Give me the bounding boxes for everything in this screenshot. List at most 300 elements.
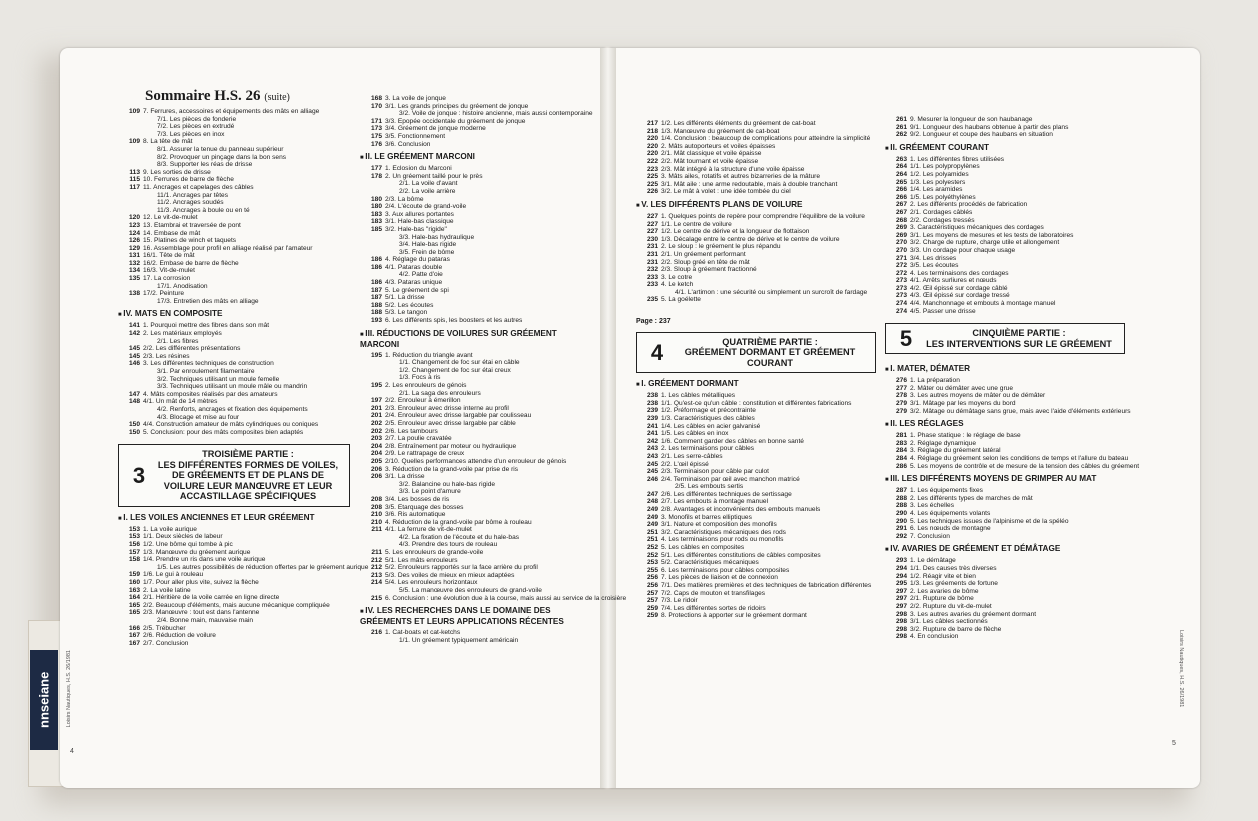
toc-page-number: 281 xyxy=(895,432,907,440)
toc-page-number: 211 xyxy=(371,549,382,557)
toc-entry xyxy=(360,488,585,496)
toc-entry-text: 3/4. Gréement de jonque moderne xyxy=(385,125,486,133)
toc-entry xyxy=(360,125,585,133)
toc-page-number: 117 xyxy=(129,183,140,191)
section-heading: ■ II. LES RÉGLAGES xyxy=(885,419,1125,430)
toc-entry-text: 5/2. Enrouleurs rapportés sur la face arrière du profil xyxy=(385,564,538,572)
toc-entry xyxy=(118,108,350,116)
toc-entry-text: 1/1. Deux siècles de labeur xyxy=(143,533,223,541)
toc-entry xyxy=(636,243,876,251)
toc-page-number: 243 xyxy=(646,452,658,460)
toc-page-number: 242 xyxy=(646,437,658,445)
toc-page-number: 257 xyxy=(646,597,658,605)
toc-entry-text: 3/5. Les écoutes xyxy=(910,262,959,270)
toc-entry-text: 2/1. Héritière de la voile carrée en ligne directe xyxy=(143,594,280,602)
toc-page-number: 288 xyxy=(895,502,907,510)
toc-page-number: 166 xyxy=(128,624,140,632)
toc-entry-text: 1/3. Manœuvre du gréement aurique xyxy=(143,548,251,556)
toc-page-number xyxy=(118,283,143,291)
toc-page-number: 259 xyxy=(646,604,658,612)
toc-entry xyxy=(118,260,350,268)
toc-entry-text: 4/3. Blocage et mise au four xyxy=(157,413,240,421)
toc-entry-text: 3/1. Les grands principes du gréement de jonque xyxy=(385,102,529,110)
toc-entry xyxy=(885,626,1125,634)
toc-page-number: 158 xyxy=(128,556,140,564)
toc-page-number: 252 xyxy=(646,551,658,559)
toc-entry-text: 1/4. Les aramides xyxy=(910,186,963,194)
toc-entry xyxy=(885,518,1125,526)
toc-entry xyxy=(636,582,876,590)
toc-page-number: 210 xyxy=(370,511,382,519)
toc-entry-text: 2/7. La poulie cravatée xyxy=(385,435,452,443)
toc-entry xyxy=(885,194,1125,202)
toc-entry xyxy=(360,382,585,390)
toc-entry xyxy=(636,213,876,221)
toc-entry-text: 11/2. Ancrages soudés xyxy=(157,199,224,207)
toc-entry-text: 4/1. Arrêts surliures et nœuds xyxy=(910,277,997,285)
toc-page-number xyxy=(360,637,385,645)
toc-entry xyxy=(636,552,876,560)
toc-entry xyxy=(636,415,876,423)
toc-entry xyxy=(885,285,1125,293)
toc-entry xyxy=(360,390,585,398)
toc-entry-text: 11/1. Ancrages par têtes xyxy=(157,191,228,199)
toc-entry xyxy=(360,594,627,603)
toc-entry-text: 2/3. La bôme xyxy=(385,195,424,203)
part-title xyxy=(671,337,869,369)
toc-page-number: 195 xyxy=(370,382,382,389)
toc-entry-text: 3. Caractéristiques mécaniques des cordages xyxy=(910,224,1044,232)
toc-entry-text: 4/1. L'artimon : une sécurité ou simplement un surcroît de fardage xyxy=(675,288,868,296)
toc-entry-text: 2/3. Sloup à gréement fractionné xyxy=(661,266,757,274)
toc-entry xyxy=(636,430,876,438)
toc-entry xyxy=(118,192,350,200)
toc-entry-text: 2/4. Enrouleur avec drisse largable par coulisseau xyxy=(385,412,532,420)
toc-entry xyxy=(885,377,1125,385)
toc-entry xyxy=(360,443,585,451)
part-title xyxy=(153,449,343,502)
toc-entry-text: 1/6. Le gui à rouleau xyxy=(143,571,204,579)
toc-entry-text: 9/1. Longueur des haubans obtenue à partir des plans xyxy=(910,123,1069,131)
toc-entry xyxy=(118,640,350,648)
toc-entry xyxy=(360,526,585,534)
toc-page-number: 186 xyxy=(370,263,382,271)
toc-entry xyxy=(118,237,350,245)
toc-entry xyxy=(636,445,876,453)
toc-entry-text: 5. Les moyens de contrôle et de mesure de la tension des câbles du gréement xyxy=(910,462,1140,470)
toc-entry xyxy=(360,173,585,181)
toc-page-number xyxy=(360,541,385,549)
toc-page-number: 273 xyxy=(895,284,907,292)
toc-page-number: 153 xyxy=(128,533,140,541)
toc-entry xyxy=(885,255,1125,263)
part-heading: TROISIÈME PARTIE : xyxy=(202,449,294,460)
toc-entry-text: 7. Les pièces de liaison et de connexion xyxy=(661,574,778,582)
toc-entry-text: 3/1. La drisse xyxy=(385,473,425,481)
toc-entry xyxy=(118,176,350,184)
section-heading: ■ III. RÉDUCTIONS DE VOILURES SUR GRÉEMENT MARCONI xyxy=(360,329,585,350)
toc-entry xyxy=(636,274,876,282)
toc-page-number: 292 xyxy=(895,532,907,540)
toc-entry-text: 5. Les câbles en composites xyxy=(661,544,745,552)
toc-page-number xyxy=(118,376,143,384)
toc-entry xyxy=(360,549,585,557)
toc-entry-text: 3/5. Fonctionnement xyxy=(385,132,446,140)
toc-entry-text: 7. Ferrures, accessoires et équipements des mâts en alliage xyxy=(143,108,320,115)
toc-entry-text: 5. Les techniques issues de l'alpinisme et de la spéléo xyxy=(910,517,1069,525)
toc-entry xyxy=(360,428,585,436)
toc-entry xyxy=(885,308,1125,316)
toc-page-number: 249 xyxy=(646,521,658,529)
toc-entry-text: 4/5. Passer une drisse xyxy=(910,307,976,315)
toc-entry xyxy=(360,264,585,272)
toc-entry xyxy=(636,158,876,166)
toc-entry-text: 1/5. Les câbles en inox xyxy=(661,430,729,438)
toc-page-number: 183 xyxy=(370,218,382,226)
toc-entry-text: 4/2. Œil épissé sur cordage câblé xyxy=(910,284,1008,292)
toc-page-number: 202 xyxy=(370,419,382,427)
toc-entry-text: 3/2. Voile de jonque : histoire ancienne, mais aussi contemporaine xyxy=(399,110,593,118)
toc-entry-text: 6. Les nœuds de montagne xyxy=(910,525,991,533)
toc-page-number: 146 xyxy=(128,360,140,368)
toc-entry-text: 3/2. Charge de rupture, charge utile et allongement xyxy=(910,239,1060,247)
toc-entry-text: 1/2. Changement de foc sur étai creux xyxy=(399,366,511,374)
toc-entry xyxy=(118,267,350,275)
toc-page-number xyxy=(118,131,143,139)
toc-entry-text: 4/1. Un mât de 14 mètres xyxy=(143,398,218,406)
toc-entry-text: 1/1. Un gréement typiquement américain xyxy=(399,636,519,644)
toc-entry-text: 1/2. Les polyamides xyxy=(910,170,969,178)
toc-entry-text: 7/1. Les pièces de fonderie xyxy=(157,115,237,123)
part-4-box xyxy=(636,332,876,374)
page-footer: Loisirs Nautiques, H.S. 26/1981 xyxy=(1178,630,1184,708)
toc-page-number: 215 xyxy=(370,594,382,602)
toc-entry xyxy=(885,392,1125,400)
toc-entry-text: 5/3. Des voiles de mieux en mieux adaptées xyxy=(385,571,515,579)
toc-page-number: 220 xyxy=(646,150,658,158)
toc-entry xyxy=(885,209,1125,217)
toc-page-number: 266 xyxy=(895,186,907,194)
toc-entry-text: 4. En conclusion xyxy=(910,633,959,641)
toc-entry xyxy=(885,618,1125,626)
toc-entry xyxy=(636,498,876,506)
toc-entry-text: 8. Protections à apporter sur le gréement dormant xyxy=(661,612,807,620)
toc-page-number: 156 xyxy=(128,541,140,549)
toc-entry xyxy=(118,283,350,291)
toc-entry-text: 3/1. Nature et composition des monofils xyxy=(661,521,777,529)
toc-entry-text: 1/4. Les câbles en acier galvanisé xyxy=(661,422,761,430)
toc-entry xyxy=(118,429,350,437)
toc-entry-text: 5. Les enrouleurs de grande-voile xyxy=(385,549,484,557)
toc-page-number xyxy=(360,534,385,542)
toc-page-number: 225 xyxy=(646,180,658,188)
toc-entry-text: 1/1. Changement de foc sur étai en câble xyxy=(399,359,520,367)
toc-page-number xyxy=(360,249,385,257)
toc-entry xyxy=(636,221,876,229)
toc-page-number: 272 xyxy=(895,269,907,277)
toc-entry-text: 3/5. Frein de bôme xyxy=(399,248,455,256)
toc-entry xyxy=(360,473,585,481)
toc-page-number: 186 xyxy=(370,279,382,287)
toc-entry-text: 1. Les différentes fibres utilisées xyxy=(910,155,1005,163)
toc-entry-text: 1/5. Les polyéthylènes xyxy=(910,193,976,201)
toc-entry-text: 5/5. La manœuvre des enrouleurs de grand-voile xyxy=(399,587,542,595)
toc-page-number xyxy=(118,207,143,215)
toc-entry-text: 3/6. Conclusion xyxy=(385,140,431,148)
toc-entry-text: 5/2. Les écoutes xyxy=(385,301,434,309)
toc-entry-text: 2/1. Les fibres xyxy=(157,337,199,345)
toc-entry xyxy=(360,287,585,295)
toc-entry xyxy=(885,510,1125,518)
toc-entry-text: 4/2. La fixation de l'écoute et du hale-bas xyxy=(399,533,520,541)
toc-list xyxy=(360,629,585,644)
toc-entry-text: 2/2. Enrouleur à émerillon xyxy=(385,397,461,405)
toc-entry xyxy=(118,123,350,131)
toc-entry xyxy=(118,154,350,162)
toc-entry xyxy=(360,534,585,542)
toc-page-number xyxy=(118,192,143,200)
toc-page-number: 124 xyxy=(128,229,140,237)
left-column-1 xyxy=(118,108,369,778)
toc-entry xyxy=(118,368,350,376)
toc-entry-text: 3/1. Les câbles sectionnés xyxy=(910,618,988,626)
toc-entry-text: 1/2. Une bôme qui tombe à pic xyxy=(143,541,233,549)
toc-page-number: 170 xyxy=(370,102,382,110)
toc-page-number: 263 xyxy=(895,155,907,163)
toc-entry xyxy=(118,549,350,557)
part-number: 4 xyxy=(650,339,664,365)
toc-entry-text: 9. Les sorties de drisse xyxy=(143,168,211,176)
toc-entry xyxy=(360,133,585,141)
toc-entry-text: 6. Conclusion : une évolution due à la course, mais aussi au service de la croisière xyxy=(385,594,627,602)
toc-entry xyxy=(118,245,350,253)
toc-page-number: 277 xyxy=(895,384,907,392)
toc-page-number xyxy=(118,383,143,391)
toc-entry-text: 6. Les différents spis, les boosters et les autres xyxy=(385,317,523,325)
toc-entry-text: 1/3. Focs à ris xyxy=(399,374,441,382)
page-number: 4 xyxy=(70,748,74,755)
part-title xyxy=(920,328,1118,349)
toc-entry-text: 6. Les terminaisons pour câbles composites xyxy=(661,566,790,574)
toc-page-number: 278 xyxy=(895,392,907,400)
toc-entry-text: 9/2. Longueur et coupe des haubans en situation xyxy=(910,131,1053,139)
page-gutter xyxy=(600,48,616,788)
toc-page-number: 279 xyxy=(895,407,907,415)
toc-page-number: 273 xyxy=(895,292,907,300)
toc-page-number: 147 xyxy=(128,390,140,398)
toc-page-number: 231 xyxy=(646,243,658,251)
toc-entry xyxy=(360,249,585,257)
toc-entry xyxy=(118,533,350,541)
toc-entry xyxy=(885,533,1125,541)
toc-page-number: 220 xyxy=(646,135,658,143)
toc-page-number: 233 xyxy=(646,281,658,289)
toc-entry xyxy=(360,519,585,527)
toc-entry xyxy=(118,383,350,391)
toc-page-number xyxy=(118,123,143,131)
toc-entry-text: 2. Les terminaisons pour câbles xyxy=(661,445,755,453)
toc-page-number xyxy=(360,234,385,242)
toc-entry xyxy=(636,544,876,552)
toc-page-number: 217 xyxy=(646,120,658,127)
toc-page-number: 270 xyxy=(895,239,907,247)
toc-entry-text: 1. Le démâtage xyxy=(910,557,956,565)
toc-page-number: 287 xyxy=(895,487,907,495)
toc-page-number: 264 xyxy=(895,170,907,178)
toc-page-number xyxy=(360,367,385,375)
toc-page-number: 251 xyxy=(646,536,658,544)
toc-entry-text: 1/3. Caractéristiques des câbles xyxy=(661,414,755,422)
toc-entry xyxy=(636,150,876,158)
toc-entry xyxy=(118,207,350,215)
toc-entry xyxy=(118,587,350,595)
toc-entry-text: 3. Les différentes techniques de construction xyxy=(143,360,274,368)
toc-entry xyxy=(636,590,876,598)
toc-entry xyxy=(360,309,585,317)
toc-entry-text: 5/1. La drisse xyxy=(385,294,425,302)
toc-entry-text: 7/2. Caps de mouton et transfilages xyxy=(661,589,766,597)
toc-entry xyxy=(360,271,585,279)
toc-entry xyxy=(360,564,585,572)
toc-list xyxy=(118,108,350,305)
toc-entry-text: 4. Les terminaisons des cordages xyxy=(910,269,1009,277)
toc-page-number: 126 xyxy=(128,237,140,245)
toc-entry-text: 2/2. Mât tournant et voile épaisse xyxy=(661,157,759,165)
toc-page-number: 274 xyxy=(895,300,907,308)
toc-entry xyxy=(360,450,585,458)
toc-entry-text: 1. Eclosion du Marconi xyxy=(385,165,452,173)
toc-entry xyxy=(360,637,585,645)
toc-entry xyxy=(360,294,585,302)
toc-entry xyxy=(885,224,1125,232)
toc-entry xyxy=(636,567,876,575)
toc-entry xyxy=(360,412,585,420)
toc-entry-text: 2/1. La saga des enrouleurs xyxy=(399,389,481,397)
toc-entry xyxy=(360,458,585,466)
toc-entry xyxy=(636,453,876,461)
toc-page-number: 269 xyxy=(895,224,907,232)
toc-entry-text: 2/6. Les tambours xyxy=(385,427,438,435)
section-heading: ■ II. LE GRÉEMENT MARCONI xyxy=(360,152,585,163)
toc-page-number: 274 xyxy=(895,307,907,315)
toc-entry-text: 1. Les câbles métalliques xyxy=(661,392,736,400)
toc-entry xyxy=(118,214,350,222)
toc-page-number: 239 xyxy=(646,407,658,415)
toc-entry xyxy=(885,432,1125,440)
toc-entry xyxy=(885,300,1125,308)
toc-entry-text: 3/2. Hale-bas "rigide" xyxy=(385,225,447,233)
toc-entry xyxy=(118,222,350,230)
toc-page-number: 153 xyxy=(128,525,140,533)
toc-page-number: 134 xyxy=(128,267,140,275)
toc-entry xyxy=(118,275,350,283)
toc-entry-text: 5/4. Les enrouleurs horizontaux xyxy=(385,579,478,587)
toc-entry xyxy=(885,201,1125,209)
toc-entry xyxy=(885,502,1125,510)
toc-entry xyxy=(360,481,585,489)
toc-entry-text: 1/2. Le centre de dérive et la longueur de flottaison xyxy=(661,228,810,236)
toc-entry-text: 3/1. Les moyens de mesures et les tests de laboratoires xyxy=(910,231,1074,239)
toc-entry xyxy=(885,270,1125,278)
toc-page-number xyxy=(118,406,143,414)
toc-page-number: 247 xyxy=(646,490,658,498)
toc-entry xyxy=(636,559,876,567)
toc-entry xyxy=(885,611,1125,619)
toc-page-number xyxy=(360,488,385,496)
toc-page-number: 243 xyxy=(646,445,658,453)
toc-page-number xyxy=(360,271,385,279)
toc-entry-text: 4. Les terminaisons pour rods ou monofils xyxy=(661,536,784,544)
toc-entry xyxy=(636,483,876,491)
toc-page-number: 298 xyxy=(895,633,907,641)
toc-entry xyxy=(118,360,350,368)
toc-entry xyxy=(360,367,585,375)
toc-entry-text: 2/1. Un gréement performant xyxy=(661,250,746,258)
toc-page-number: 231 xyxy=(646,250,658,258)
toc-entry-text: 15. Platines de winch et taquets xyxy=(143,237,237,245)
toc-page-number: 115 xyxy=(129,176,140,184)
toc-entry xyxy=(360,211,585,219)
toc-entry-text: 17/1. Anodisation xyxy=(157,282,208,290)
toc-page-number: 235 xyxy=(646,296,658,304)
toc-page-number: 222 xyxy=(646,157,658,165)
toc-list xyxy=(885,377,1131,415)
toc-entry-text: 2/5. Trébucher xyxy=(143,624,186,632)
toc-entry xyxy=(636,612,876,620)
toc-entry xyxy=(118,406,350,414)
toc-page-number: 109 xyxy=(128,108,140,115)
toc-page-number: 294 xyxy=(895,564,907,572)
toc-entry-text: 5. Conclusion: pour des mâts composites bien adaptés xyxy=(143,428,304,436)
toc-page-number xyxy=(118,199,143,207)
toc-page-number: 273 xyxy=(895,277,907,285)
toc-entry xyxy=(118,391,350,399)
toc-entry-text: 1/5. Les autres possibilités de réduction offertes par le gréement aurique xyxy=(157,563,369,571)
toc-page-number: 163 xyxy=(128,586,140,594)
toc-page-number: 297 xyxy=(895,602,907,610)
toc-page-number: 176 xyxy=(370,140,382,148)
toc-entry-text: 8. La tête de mât xyxy=(143,138,193,146)
toc-entry-text: 2/5. Enrouleur avec drisse largable par câble xyxy=(385,419,516,427)
toc-page-number: 201 xyxy=(370,412,382,420)
toc-page-number: 227 xyxy=(646,212,658,220)
toc-page-number: 283 xyxy=(895,439,907,447)
toc-page-number: 238 xyxy=(646,392,658,400)
toc-entry xyxy=(885,179,1125,187)
toc-entry xyxy=(360,397,585,405)
toc-page-number: 160 xyxy=(128,579,140,586)
toc-entry-text: 2/3. Les résines xyxy=(143,352,190,360)
toc-entry-text: 2/3. Terminaison pour câble par culot xyxy=(661,468,770,476)
toc-entry xyxy=(636,266,876,274)
toc-page-number: 214 xyxy=(370,579,382,587)
toc-page-number: 233 xyxy=(646,273,658,281)
toc-entry xyxy=(118,602,350,610)
section-heading: ■ IV. LES RECHERCHES DANS LE DOMAINE DES GRÉEMENTS ET LEURS APPLICATIONS RÉCENTES xyxy=(360,606,585,627)
toc-entry xyxy=(360,579,585,587)
toc-page-number xyxy=(360,374,385,382)
toc-entry xyxy=(885,232,1125,240)
toc-entry xyxy=(636,574,876,582)
toc-page-number: 267 xyxy=(895,201,907,209)
toc-list xyxy=(636,120,876,196)
toc-entry-text: 1. Réduction du triangle avant xyxy=(385,351,473,359)
toc-entry-text: 9. Mesurer la longueur de son haubanage xyxy=(910,116,1033,123)
toc-entry-text: 1. Les équipements fixes xyxy=(910,487,983,495)
toc-entry xyxy=(885,565,1125,573)
toc-entry-text: 4/2. Renforts, ancrages et fixation des équipements xyxy=(157,405,308,413)
toc-entry xyxy=(118,252,350,260)
